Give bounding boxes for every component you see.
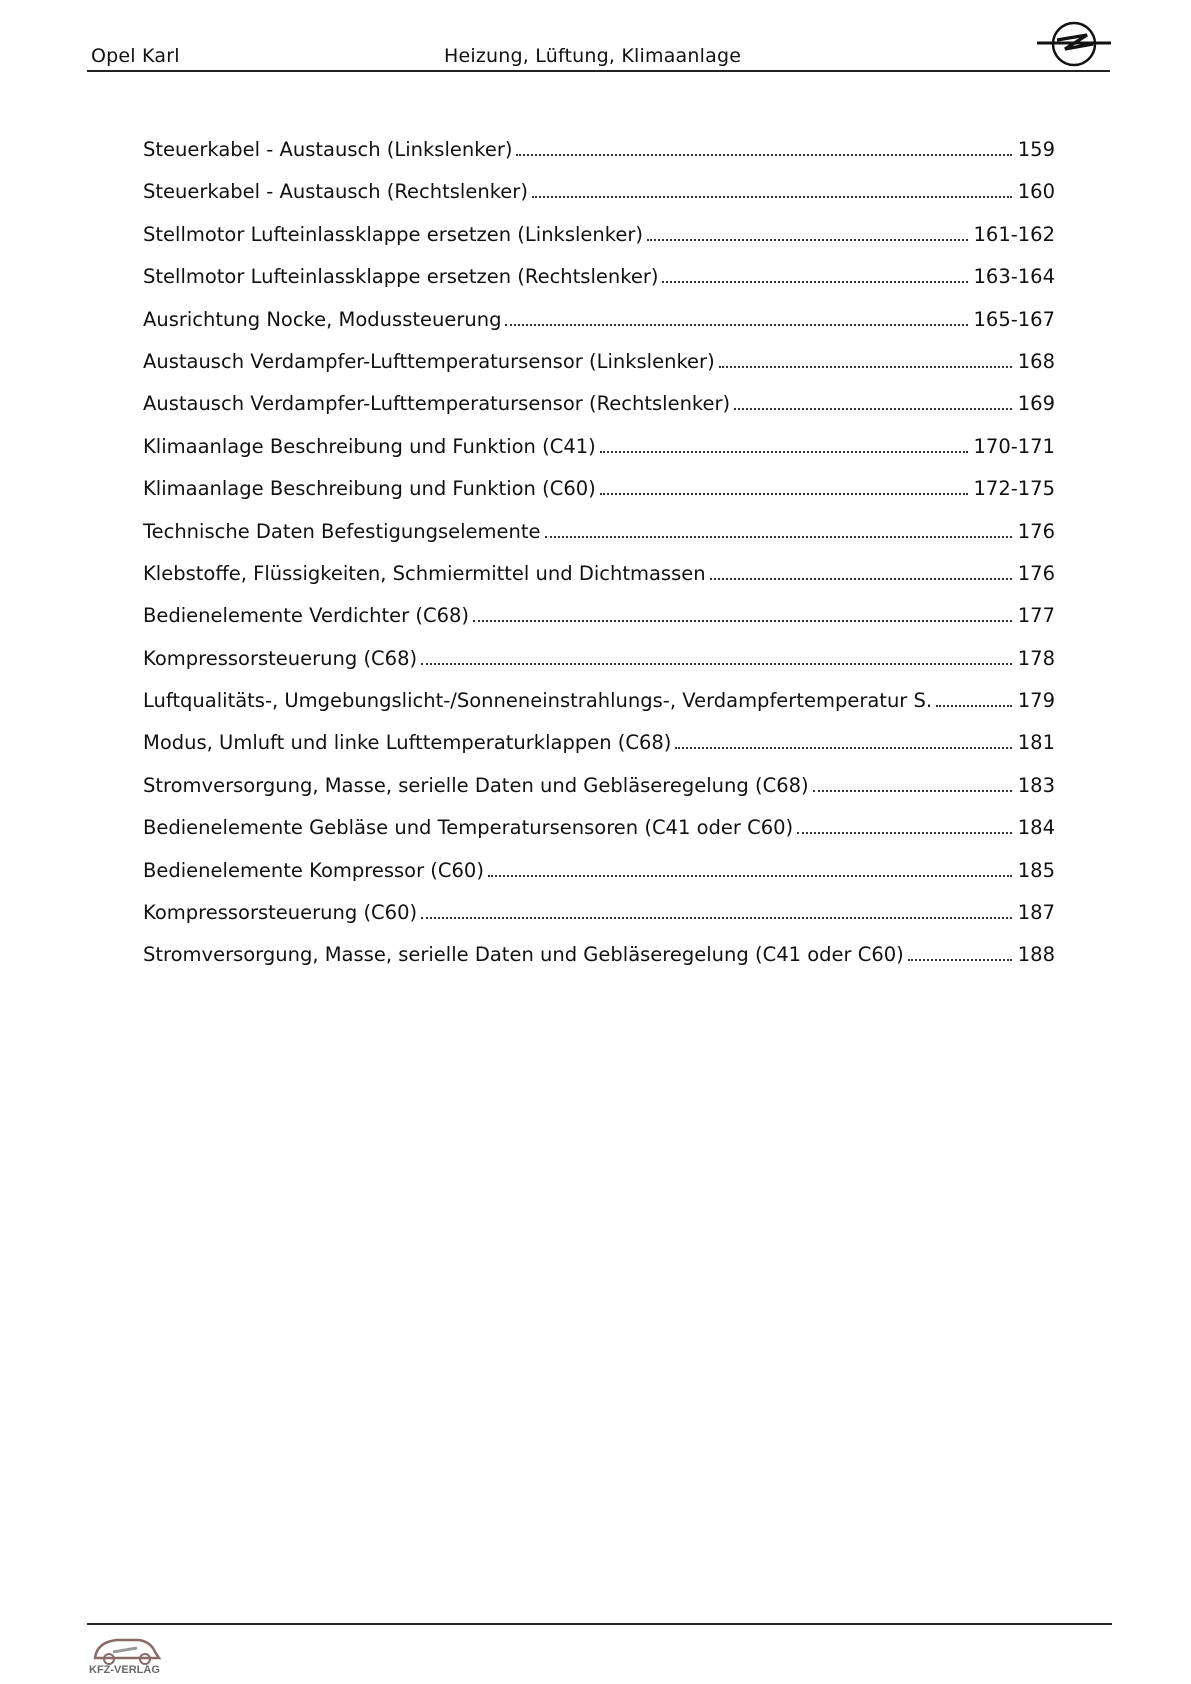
- toc-entry-title: Luftqualitäts-, Umgebungslicht-/Sonneneinstrahlungs-, Verdampfertemperatur S.: [143, 689, 933, 713]
- toc-dot-leader: [734, 407, 1012, 410]
- toc-entry-page: 177: [1017, 604, 1055, 628]
- toc-dot-leader: [600, 450, 968, 453]
- toc-entry-title: Austausch Verdampfer-Lufttemperatursensor (Linkslenker): [143, 349, 715, 373]
- toc-dot-leader: [488, 874, 1012, 877]
- toc-entry[interactable]: [143, 731, 1055, 773]
- footer-logo-text: KFZ-VERLAG: [89, 1664, 160, 1676]
- toc-entry-page: 187: [1017, 901, 1055, 925]
- toc-entry[interactable]: [143, 647, 1055, 689]
- toc-entry[interactable]: [143, 138, 1055, 180]
- toc-dot-leader: [797, 831, 1012, 834]
- toc-entry-page: 170-171: [973, 434, 1055, 458]
- toc-entry[interactable]: [143, 308, 1055, 350]
- toc-dot-leader: [545, 535, 1012, 538]
- toc-entry-page: 176: [1017, 561, 1055, 585]
- toc-entry[interactable]: [143, 265, 1055, 307]
- toc-entry-page: 185: [1017, 858, 1055, 882]
- header-model: Opel Karl: [91, 45, 180, 67]
- toc-entry-title: Modus, Umluft und linke Lufttemperaturklappen (C68): [143, 731, 672, 755]
- header-chapter-title: Heizung, Lüftung, Klimaanlage: [444, 45, 742, 67]
- toc-entry-page: 169: [1017, 392, 1055, 416]
- toc-entry-title: Technische Daten Befestigungselemente: [143, 519, 541, 543]
- toc-dot-leader: [675, 746, 1011, 749]
- toc-entry-title: Austausch Verdampfer-Lufttemperatursensor (Rechtslenker): [143, 392, 731, 416]
- toc-entry[interactable]: [143, 520, 1055, 562]
- toc-entry-page: 161-162: [973, 222, 1055, 246]
- toc-dot-leader: [710, 577, 1012, 580]
- toc-entry[interactable]: [143, 180, 1055, 222]
- toc-entry-page: 172-175: [973, 477, 1055, 501]
- table-of-contents: [143, 138, 1055, 986]
- toc-entry-title: Bedienelemente Verdichter (C68): [143, 604, 470, 628]
- toc-entry-title: Stromversorgung, Masse, serielle Daten und Gebläseregelung (C68): [143, 773, 809, 797]
- toc-entry-page: 165-167: [973, 307, 1055, 331]
- toc-dot-leader: [719, 365, 1012, 368]
- page-header: [87, 42, 1110, 72]
- toc-dot-leader: [600, 492, 968, 495]
- toc-dot-leader: [813, 789, 1012, 792]
- toc-entry-page: 188: [1017, 943, 1055, 967]
- toc-entry-title: Bedienelemente Gebläse und Temperatursensoren (C41 oder C60): [143, 816, 794, 840]
- toc-dot-leader: [936, 704, 1012, 707]
- toc-entry[interactable]: [143, 689, 1055, 731]
- toc-entry-title: Klimaanlage Beschreibung und Funktion (C41): [143, 434, 596, 458]
- toc-entry[interactable]: [143, 350, 1055, 392]
- toc-entry-page: 160: [1017, 180, 1055, 204]
- toc-entry-title: Kompressorsteuerung (C68): [143, 646, 418, 670]
- kfz-verlag-logo-icon: [87, 1628, 167, 1680]
- toc-entry-title: Stellmotor Lufteinlassklappe ersetzen (Linkslenker): [143, 222, 643, 246]
- toc-entry-page: 184: [1017, 816, 1055, 840]
- opel-logo-icon: [1035, 18, 1111, 70]
- toc-entry[interactable]: [143, 223, 1055, 265]
- toc-entry-page: 159: [1017, 138, 1055, 161]
- toc-dot-leader: [532, 195, 1012, 198]
- toc-dot-leader: [421, 916, 1012, 919]
- toc-entry-page: 178: [1017, 646, 1055, 670]
- toc-entry-page: 168: [1017, 349, 1055, 373]
- toc-entry[interactable]: [143, 477, 1055, 519]
- toc-dot-leader: [505, 323, 967, 326]
- toc-entry[interactable]: [143, 562, 1055, 604]
- toc-entry-page: 179: [1017, 689, 1055, 713]
- toc-dot-leader: [662, 280, 967, 283]
- toc-entry[interactable]: [143, 392, 1055, 434]
- toc-dot-leader: [473, 619, 1012, 622]
- toc-entry-page: 181: [1017, 731, 1055, 755]
- toc-entry[interactable]: [143, 774, 1055, 816]
- toc-entry-title: Ausrichtung Nocke, Modussteuerung: [143, 307, 502, 331]
- toc-dot-leader: [647, 238, 968, 241]
- toc-entry-title: Kompressorsteuerung (C60): [143, 901, 418, 925]
- toc-dot-leader: [516, 153, 1011, 156]
- footer-divider: [87, 1623, 1112, 1625]
- toc-entry[interactable]: [143, 859, 1055, 901]
- toc-entry-title: Steuerkabel - Austausch (Rechtslenker): [143, 180, 528, 204]
- toc-entry[interactable]: [143, 943, 1055, 985]
- toc-dot-leader: [908, 958, 1012, 961]
- toc-entry-page: 176: [1017, 519, 1055, 543]
- toc-entry-page: 163-164: [973, 265, 1055, 289]
- toc-entry-title: Klimaanlage Beschreibung und Funktion (C60): [143, 477, 596, 501]
- toc-entry[interactable]: [143, 816, 1055, 858]
- toc-entry-title: Klebstoffe, Flüssigkeiten, Schmiermittel und Dichtmassen: [143, 561, 706, 585]
- toc-entry[interactable]: [143, 604, 1055, 646]
- toc-entry[interactable]: [143, 435, 1055, 477]
- toc-entry-title: Steuerkabel - Austausch (Linkslenker): [143, 138, 513, 161]
- toc-dot-leader: [421, 662, 1012, 665]
- toc-entry-title: Bedienelemente Kompressor (C60): [143, 858, 484, 882]
- toc-entry[interactable]: [143, 901, 1055, 943]
- toc-entry-title: Stromversorgung, Masse, serielle Daten und Gebläseregelung (C41 oder C60): [143, 943, 904, 967]
- toc-entry-title: Stellmotor Lufteinlassklappe ersetzen (Rechtslenker): [143, 265, 659, 289]
- toc-entry-page: 183: [1017, 773, 1055, 797]
